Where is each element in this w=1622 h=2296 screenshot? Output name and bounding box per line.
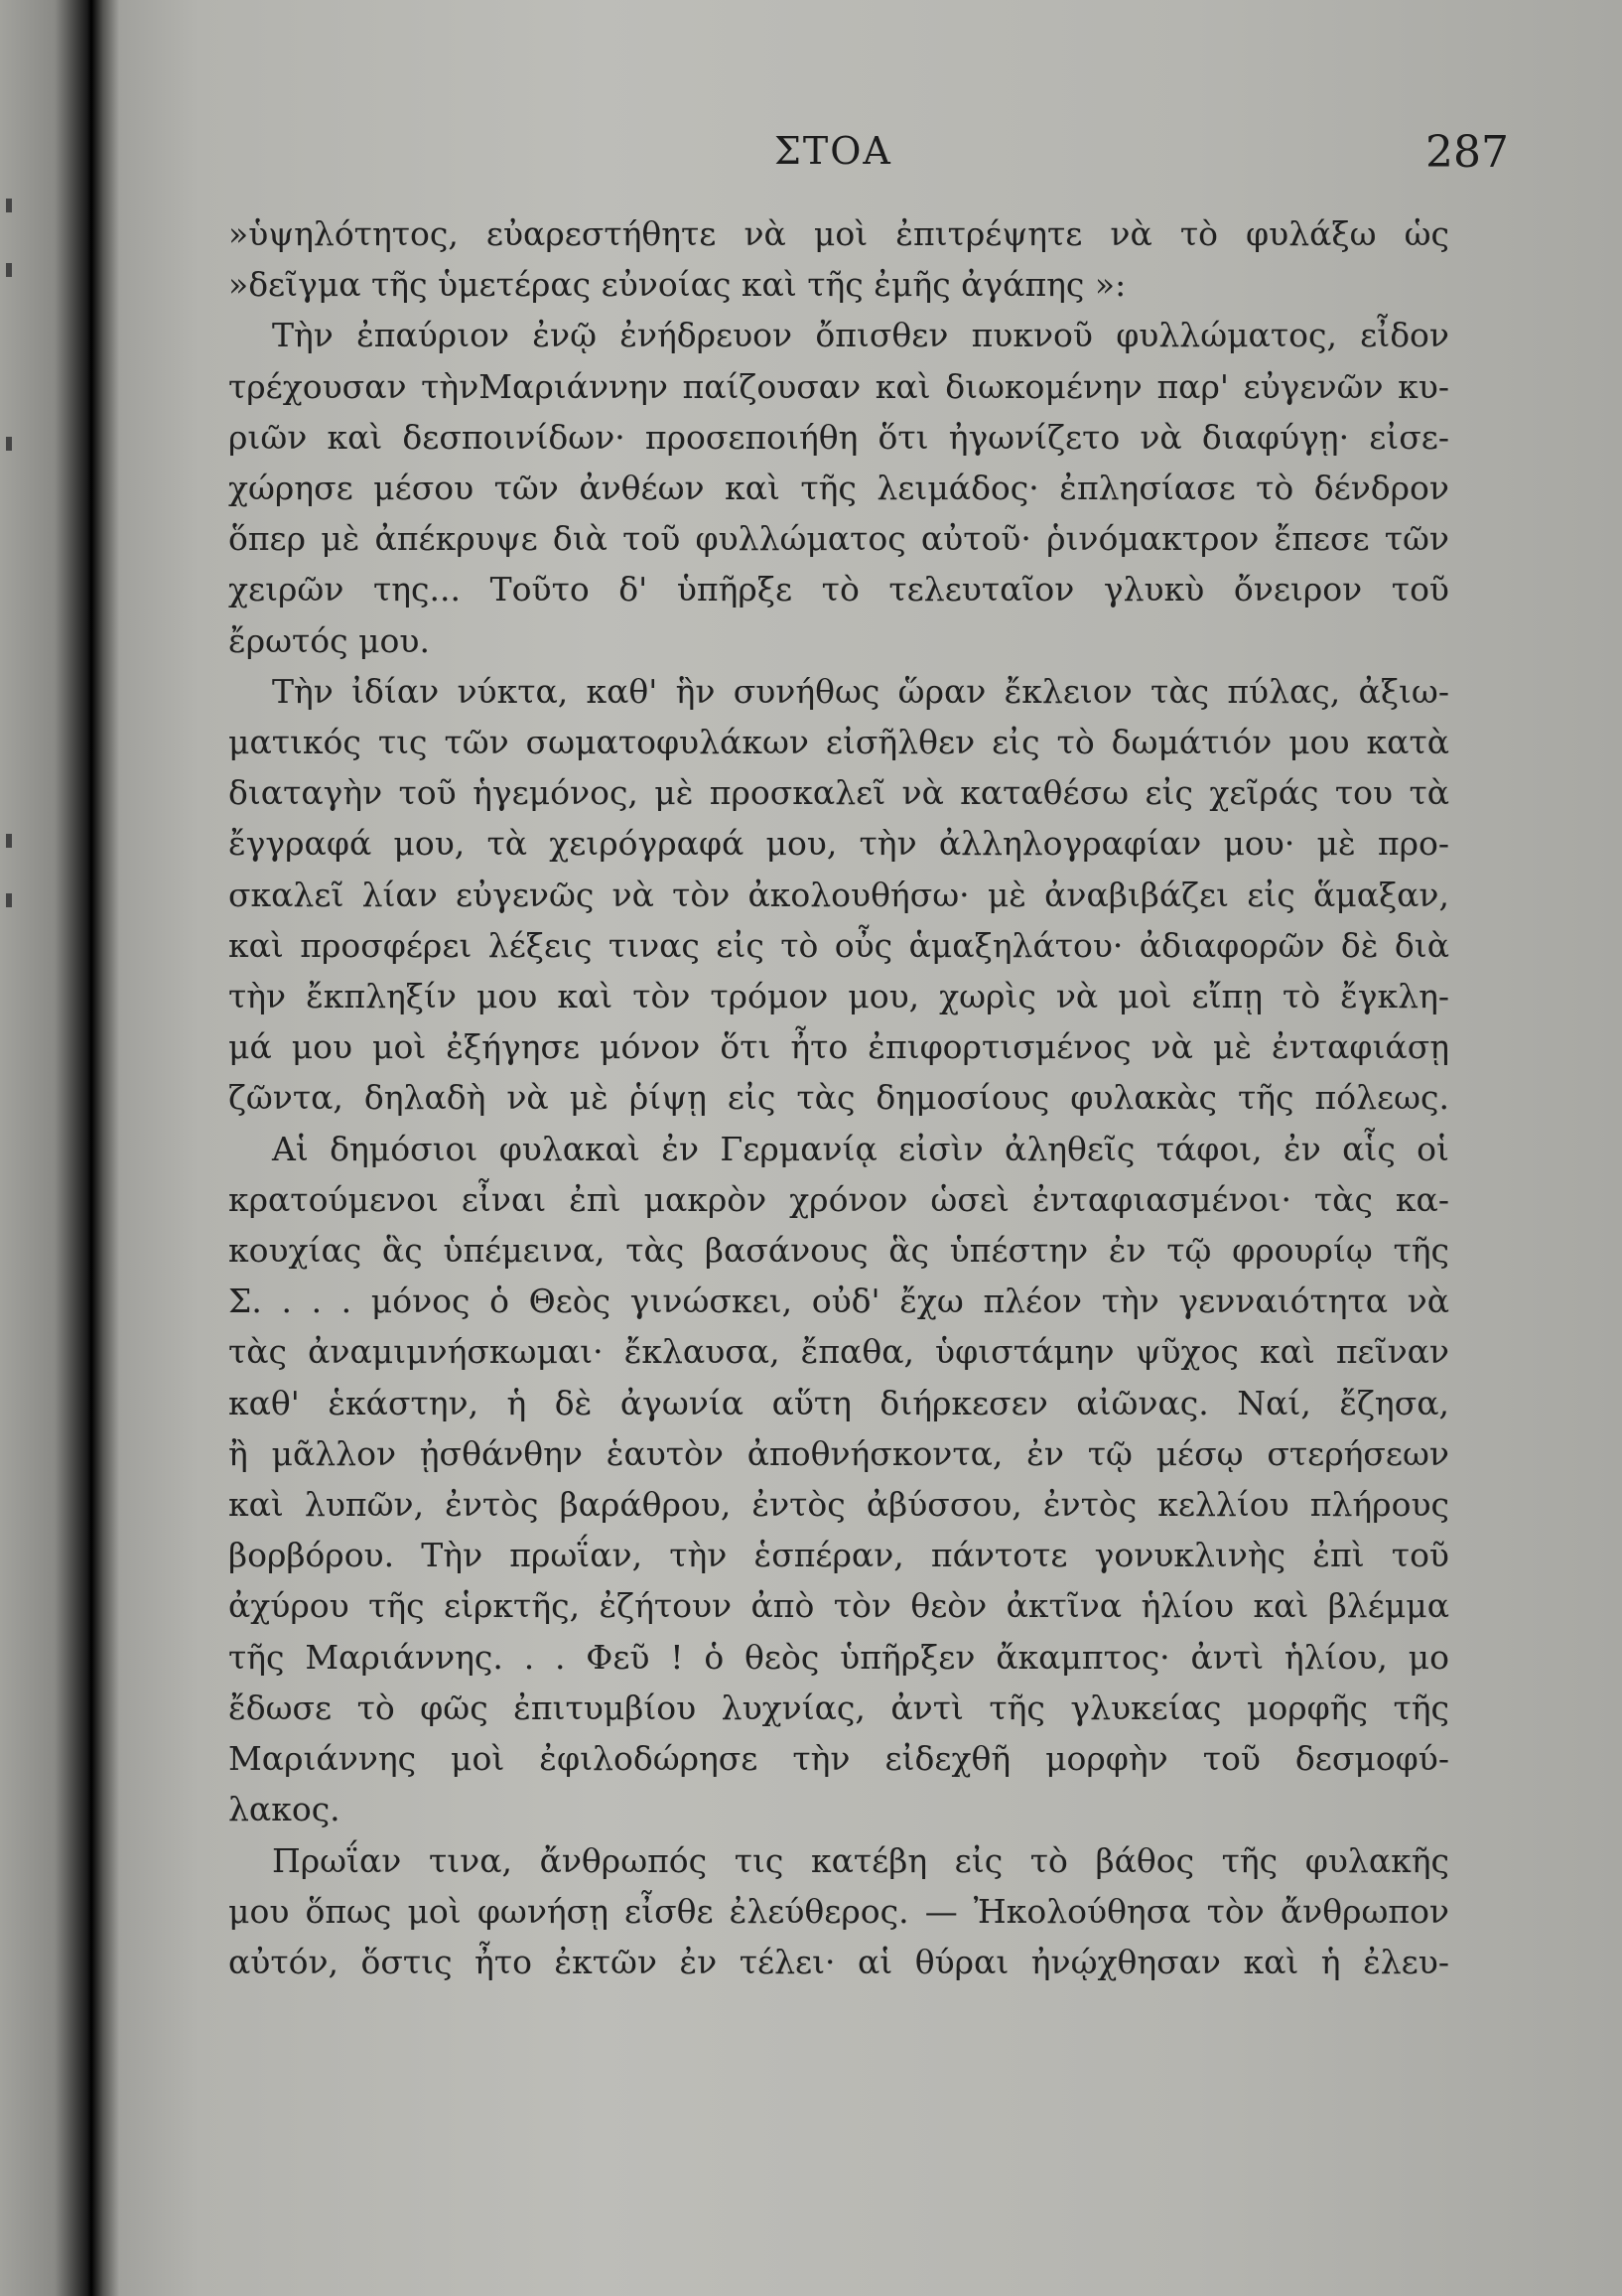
edge-mark (6, 437, 12, 451)
text-line: μου ὅπως μοὶ φωνήσῃ εἶσθε ἐλεύθερος. — Ἠκολούθησα τὸν ἄνθρωπον (228, 1891, 1449, 1931)
gutter-shadow (91, 0, 119, 2296)
text-line: Τὴν ἐπαύριον ἐνῷ ἐνήδρευον ὄπισθεν πυκνοῦ φυλλώματος, εἶδον (272, 316, 1449, 355)
text-line: ζῶντα, δηλαδὴ νὰ μὲ ῥίψῃ εἰς τὰς δημοσίους φυλακὰς τῆς πόλεως. (228, 1078, 1449, 1118)
text-line: »δεῖγμα τῆς ὑμετέρας εὐνοίας καὶ τῆς ἐμῆς ἀγάπης »: (228, 265, 1127, 305)
text-line: αὐτόν, ὅστις ἦτο ἐκτῶν ἐν τέλει· αἱ θύραι ἠνῴχθησαν καὶ ἡ ἐλευ- (228, 1942, 1449, 1981)
text-line: τὰς ἀναμιμνήσκωμαι· ἔκλαυσα, ἔπαθα, ὑφιστάμην ψῦχος καὶ πεῖναν (228, 1332, 1449, 1372)
left-page-edge (0, 0, 91, 2296)
page-number: 287 (1425, 127, 1509, 178)
text-line: καθ' ἑκάστην, ἡ δὲ ἀγωνία αὕτη διήρκεσεν αἰῶνας. Ναί, ἔζησα, (228, 1383, 1449, 1422)
edge-mark (6, 263, 12, 277)
text-line: Σ. . . . μόνος ὁ Θεὸς γινώσκει, οὐδ' ἔχω πλέον τὴν γενναιότητα νὰ (228, 1282, 1449, 1321)
text-line: κουχίας ἃς ὑπέμεινα, τὰς βασάνους ἃς ὑπέστην ἐν τῷ φρουρίῳ τῆς (228, 1231, 1449, 1271)
text-line: διαταγὴν τοῦ ἡγεμόνος, μὲ προσκαλεῖ νὰ καταθέσω εἰς χεῖράς του τὰ (228, 773, 1449, 813)
text-line: ἢ μᾶλλον ᾐσθάνθην ἑαυτὸν ἀποθνήσκοντα, ἐν τῷ μέσῳ στερήσεων (228, 1433, 1449, 1473)
text-line: χώρησε μέσου τῶν ἀνθέων καὶ τῆς λειμάδος· ἐπλησίασε τὸ δένδρον (228, 469, 1449, 508)
text-line: λακος. (228, 1790, 340, 1829)
text-line: Αἱ δημόσιοι φυλακαὶ ἐν Γερμανίᾳ εἰσὶν ἀληθεῖς τάφοι, ἐν αἷς οἱ (272, 1129, 1449, 1168)
text-line: Τὴν ἰδίαν νύκτα, καθ' ἣν συνήθως ὥραν ἔκλειον τὰς πύλας, ἀξιω- (272, 671, 1449, 711)
running-head (119, 119, 1509, 179)
page-title: ΣΤΟΑ (774, 129, 892, 173)
text-line: τῆς Μαριάννης. . . Φεῦ ! ὁ θεὸς ὑπῆρξεν ἄκαμπτος· ἀντὶ ἡλίου, μο (228, 1637, 1449, 1677)
edge-mark (6, 199, 12, 212)
edge-mark (6, 834, 12, 848)
body-text (228, 208, 1449, 1987)
text-line: Μαριάννης μοὶ ἐφιλοδώρησε τὴν εἰδεχθῆ μορφὴν τοῦ δεσμοφύ- (228, 1739, 1449, 1779)
text-line: Πρωΐαν τινα, ἄνθρωπός τις κατέβη εἰς τὸ βάθος τῆς φυλακῆς (272, 1840, 1449, 1880)
text-line: τρέχουσαν τὴνΜαριάννην παίζουσαν καὶ διωκομένην παρ' εὐγενῶν κυ- (228, 366, 1449, 406)
text-line: κρατούμενοι εἶναι ἐπὶ μακρὸν χρόνον ὡσεὶ ἐνταφιασμένοι· τὰς κα- (228, 1179, 1449, 1219)
text-line: »ὑψηλότητος, εὐαρεστήθητε νὰ μοὶ ἐπιτρέψητε νὰ τὸ φυλάξω ὡς (228, 214, 1449, 253)
edge-mark (6, 893, 12, 907)
text-line: ἀχύρου τῆς εἱρκτῆς, ἐζήτουν ἀπὸ τὸν θεὸν ἀκτῖνα ἡλίου καὶ βλέμμα (228, 1586, 1449, 1626)
text-line: ματικός τις τῶν σωματοφυλάκων εἰσῆλθεν εἰς τὸ δωμάτιόν μου κατὰ (228, 723, 1449, 762)
text-line: ἔρωτός μου. (228, 620, 430, 660)
text-line: ὅπερ μὲ ἀπέκρυψε διὰ τοῦ φυλλώματος αὐτοῦ· ῥινόμακτρον ἔπεσε τῶν (228, 519, 1449, 559)
text-line: σκαλεῖ λίαν εὐγενῶς νὰ τὸν ἀκολουθήσω· μὲ ἀναβιβάζει εἰς ἅμαξαν, (228, 875, 1449, 914)
text-line: καὶ προσφέρει λέξεις τινας εἰς τὸ οὖς ἁμαξηλάτου· ἀδιαφορῶν δὲ διὰ (228, 925, 1449, 965)
text-line: ριῶν καὶ δεσποινίδων· προσεποιήθη ὅτι ἠγωνίζετο νὰ διαφύγῃ· εἰσε- (228, 417, 1449, 457)
text-line: ἔγγραφά μου, τὰ χειρόγραφά μου, τὴν ἀλληλογραφίαν μου· μὲ προ- (228, 824, 1449, 864)
text-line: χειρῶν της... Τοῦτο δ' ὑπῆρξε τὸ τελευταῖον γλυκὺ ὄνειρον τοῦ (228, 570, 1449, 609)
text-line: ἔδωσε τὸ φῶς ἐπιτυμβίου λυχνίας, ἀντὶ τῆς γλυκείας μορφῆς τῆς (228, 1688, 1449, 1727)
text-line: τὴν ἔκπληξίν μου καὶ τὸν τρόμον μου, χωρὶς νὰ μοὶ εἴπῃ τὸ ἔγκλη- (228, 977, 1449, 1016)
text-line: καὶ λυπῶν, ἐντὸς βαράθρου, ἐντὸς ἀβύσσου, ἐντὸς κελλίου πλήρους (228, 1485, 1449, 1525)
text-line: βορβόρου. Τὴν πρωΐαν, τὴν ἑσπέραν, πάντοτε γονυκλινὴς ἐπὶ τοῦ (228, 1536, 1449, 1575)
text-line: μά μου μοὶ ἐξήγησε μόνον ὅτι ἦτο ἐπιφορτισμένος νὰ μὲ ἐνταφιάσῃ (228, 1027, 1449, 1067)
